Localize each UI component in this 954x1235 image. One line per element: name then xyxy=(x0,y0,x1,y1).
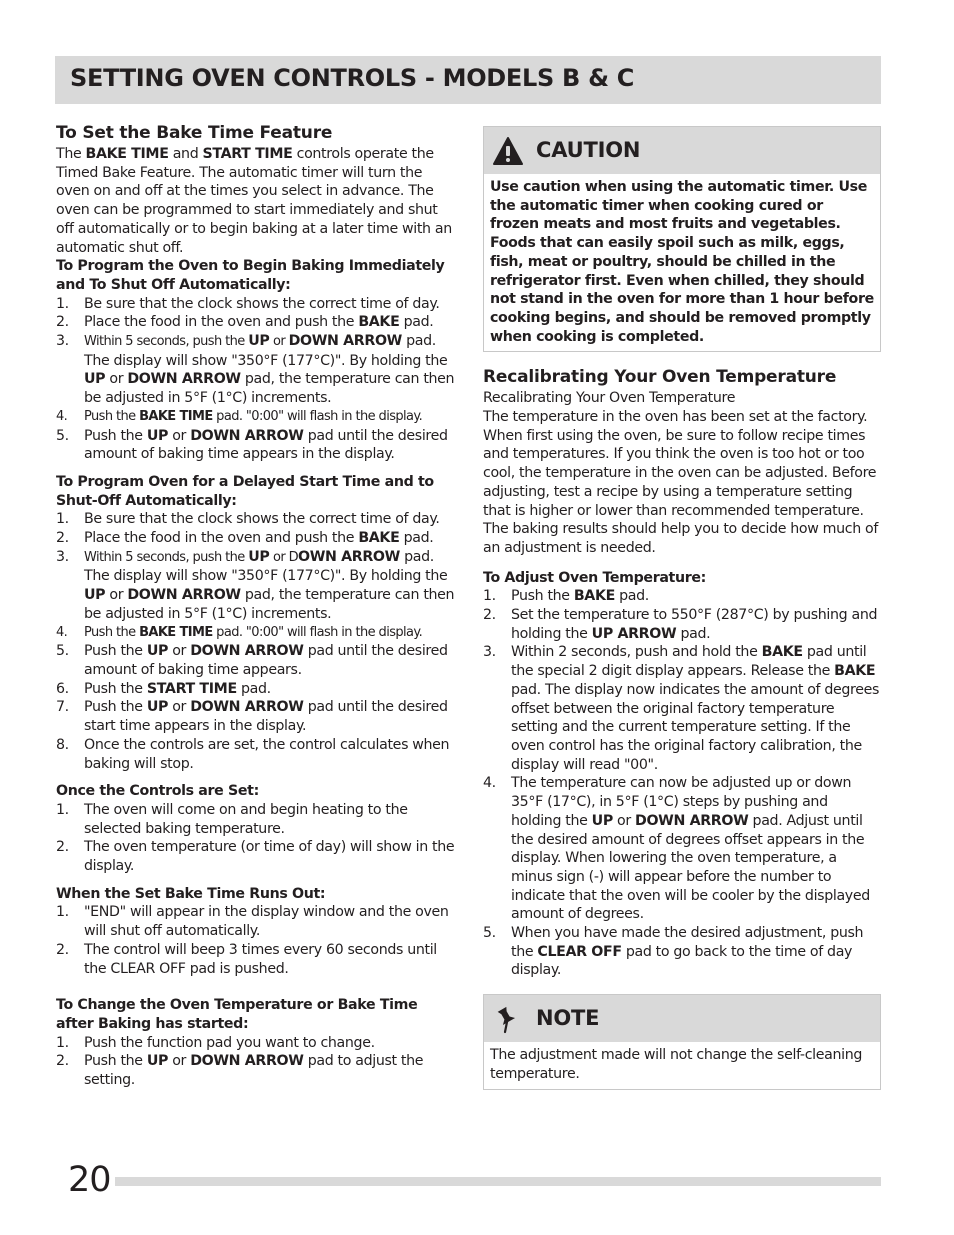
list-item: 1. The oven will come on and begin heating to the selected baking temperature. xyxy=(56,801,408,837)
caution-text: Use caution when using the automatic timer. Use the automatic timer when cooking cured or frozen meats and most fruits and vegetables. Foods that can easily spoil such as milk, eggs, fish, meat or poultry, should be chilled in the refrigerator first. Even when chilled, they should not stand in the oven for more than 1 hour before cooking begins, and should be removed promptly when cooking is completed. xyxy=(490,179,874,345)
adjust-heading: To Adjust Oven Temperature: xyxy=(483,569,706,586)
bake-time-heading: To Set the Bake Time Feature xyxy=(56,123,333,143)
list-item: 2. Set the temperature to 550°F (287°C) by pushing and holding the UP ARROW pad. xyxy=(483,607,878,642)
pushpin-icon xyxy=(492,1004,524,1034)
list-item: 1. "END" will appear in the display window and the oven will shut off automatically. xyxy=(56,904,449,940)
list-item: 3. Within 5 seconds, push the UP or DOWN ARROW pad. The display will show "350°F (177°C)". By holding the UP or DOWN ARROW pad, the temperature can then be adjusted in 5°F (1°C) increments. xyxy=(56,333,455,407)
list-item: 4. The temperature can now be adjusted up or down 35°F (17°C), in 5°F (1°C) steps by pushing and holding the UP or DOWN ARROW pad. Adjust until the desired amount of degrees offset appears in the display. When lowering the oven temperature, a minus sign (-) will appear before the number to indicate that the oven will be cooler by the displayed amount of degrees. xyxy=(483,775,870,923)
list-item: 2. Place the food in the oven and push the BAKE pad. xyxy=(56,530,434,547)
note-text: The adjustment made will not change the self-cleaning temperature. xyxy=(490,1047,863,1082)
list-item: 2. Place the food in the oven and push the BAKE pad. xyxy=(56,314,434,331)
list-item: 5. Push the UP or DOWN ARROW pad until the desired amount of baking time appears in the display. xyxy=(56,427,448,463)
list-item: 2. Push the UP or DOWN ARROW pad to adjust the setting. xyxy=(56,1053,424,1089)
once-set-heading: Once the Controls are Set: xyxy=(56,783,259,800)
list-item: 5. Push the UP or DOWN ARROW pad until the desired amount of baking time appears. xyxy=(56,643,448,678)
runs-out-steps xyxy=(56,903,458,978)
caution-title: CAUTION xyxy=(536,138,641,162)
warning-icon xyxy=(492,136,524,166)
list-item: 6. Push the START TIME pad. xyxy=(56,680,271,697)
list-item: 4. Push the BAKE TIME pad. "0:00" will flash in the display. xyxy=(56,408,423,424)
footer-bar xyxy=(98,1177,881,1186)
left-column xyxy=(56,122,458,1090)
bake-time-intro: The BAKE TIME and START TIME controls operate the Timed Bake Feature. The automatic timer will turn the oven on and off at the times you select in advance. The oven can be programmed to start immediately and shut off automatically or to begin baking at a later time with an automatic shut off. xyxy=(56,146,452,256)
list-item: 7. Push the UP or DOWN ARROW pad until the desired start time appears in the display. xyxy=(56,699,448,735)
list-item: 1. Push the BAKE pad. xyxy=(483,588,649,605)
section-header-band xyxy=(55,56,881,104)
list-item: 8. Once the controls are set, the control calculates when baking will stop. xyxy=(56,736,450,772)
note-header xyxy=(484,995,880,1042)
adjust-steps xyxy=(483,587,881,980)
caution-box xyxy=(483,126,881,352)
recal-intro: The temperature in the oven has been set at the factory. When first using the oven, be sure to follow recipe times and temperatures. If you think the oven is too hot or too cool, the temperature in the oven can be adjusted. Before adjusting, test a recipe by using a temperature setting that is higher or lower than recommended temperature. The baking results should help you to decide how much of an adjustment is needed. xyxy=(483,409,879,556)
note-title: NOTE xyxy=(536,1006,600,1031)
delayed-heading: To Program Oven for a Delayed Start Time and to Shut-Off Automatically: xyxy=(56,473,434,509)
recal-heading: Recalibrating Your Oven Temperature xyxy=(483,367,837,388)
list-item: 1. Be sure that the clock shows the correct time of day. xyxy=(56,295,440,312)
immediate-heading: To Program the Oven to Begin Baking Immediately and To Shut Off Automatically: xyxy=(56,258,445,293)
immediate-steps xyxy=(56,295,458,464)
list-item: 4. Push the BAKE TIME pad. "0:00" will flash in the display. xyxy=(56,624,423,640)
note-box xyxy=(483,994,881,1089)
list-item: 2. The control will beep 3 times every 60 seconds until the CLEAR OFF pad is pushed. xyxy=(56,941,437,977)
list-item: 3. Within 5 seconds, push the UP or DOWN ARROW pad. The display will show "350°F (177°C)". By holding the UP or DOWN ARROW pad, the temperature can then be adjusted in 5°F (1°C) increments. xyxy=(56,548,455,622)
delayed-steps xyxy=(56,510,458,773)
runs-out-heading: When the Set Bake Time Runs Out: xyxy=(56,885,326,902)
list-item: 1. Be sure that the clock shows the correct time of day. xyxy=(56,511,440,528)
list-item: 2. The oven temperature (or time of day) will show in the display. xyxy=(56,839,455,875)
recal-subline: Recalibrating Your Oven Temperature xyxy=(483,390,736,407)
once-set-steps xyxy=(56,801,458,876)
list-item: 3. Within 2 seconds, push and hold the BAKE pad until the special 2 digit display appears. Release the BAKE pad. The display now indicates the amount of degrees offset between the original factory temperature setting and the current temperature setting. If the oven control has the original factory calibration, the display will read "00". xyxy=(483,644,880,773)
right-column xyxy=(483,126,881,1090)
list-item: 1. Push the function pad you want to change. xyxy=(56,1034,375,1051)
list-item: 5. When you have made the desired adjustment, push the CLEAR OFF pad to go back to the time of day display. xyxy=(483,925,864,979)
change-heading: To Change the Oven Temperature or Bake Time after Baking has started: xyxy=(56,997,418,1032)
page-number: 20 xyxy=(68,1158,115,1202)
caution-header xyxy=(484,127,880,174)
page-title: SETTING OVEN CONTROLS - MODELS B & C xyxy=(70,64,635,92)
change-steps xyxy=(56,1034,458,1090)
